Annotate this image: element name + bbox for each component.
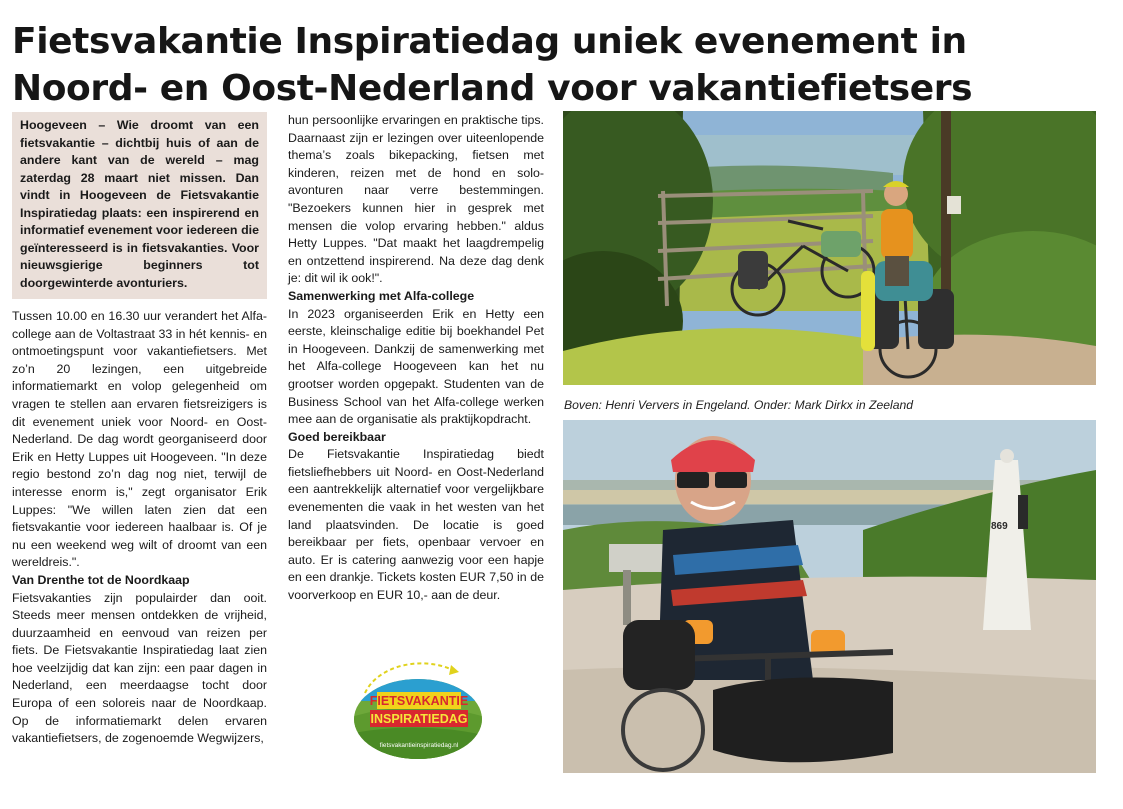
photo-caption: Boven: Henri Ververs in Engeland. Onder: Mark Dirkx in Zeeland xyxy=(564,398,914,412)
intro-text: Hoogeveen – Wie droomt van een fietsvakantie – dichtbij huis of aan de andere kant van de wereld – mag zaterdag 28 maart niet missen. Dan vindt in Hoogeveen de Fietsvakantie Inspiratiedag plaats: een inspirerend en informatief evenement voor iedereen die geïnteresseerd is in fietsvakanties. Voor nieuwsgierige beginners tot doorgewinterde avonturiers. xyxy=(20,118,259,290)
photo-cyclist-england xyxy=(563,111,1096,385)
logo-url: fietsvakantieinspiratiedag.nl xyxy=(379,742,459,749)
body-paragraph-1: Tussen 10.00 en 16.30 uur verandert het Alfa-college aan de Voltastraat 33 in hét kennis- en ontmoetingspunt voor vakantiefietsers. Met zo’n 20 lezingen, een uitgebreide informatiemarkt en volop gelegenheid om vragen te stellen aan ervaren fietsreizigers is dit evenement uniek voor Noord- en Oost-Nederland. De dag wordt georganiseerd door Erik en Hetty Luppes uit Hoogeveen. "In deze regio bestond zo’n dag nog niet, terwijl de interesse enorm is," zegt organisator Erik Luppes: "We willen laten zien dat een fietsvakantie voor iedereen haalbaar is. Of je nu een weekend weg wilt of droomt van een wereldreis.". xyxy=(12,309,267,570)
event-logo xyxy=(343,657,493,763)
logo-line-2: INSPIRATIEDAG xyxy=(370,712,468,726)
marker-number: 869 xyxy=(991,521,1008,532)
intro-box xyxy=(12,112,267,299)
photo-cyclist-zeeland xyxy=(563,420,1096,773)
body-paragraph-3: hun persoonlijke ervaringen en praktische tips. Daarnaast zijn er lezingen over uiteenlopende thema’s zoals bikepacking, fietsen met kinderen, reizen met de hond en solo-avonturen naar verre bestemmingen. "Bezoekers kunnen hier in gesprek met mensen die volop ervaring hebben." aldus Hetty Luppes. "Dat maakt het laagdrempelig en ontzettend inspirerend. Na deze dag denk je: dit wil ik ook!". xyxy=(288,113,544,286)
article-column-1 xyxy=(12,112,267,748)
body-paragraph-4: In 2023 organiseerden Erik en Hetty een eerste, kleinschalige editie bij boekhandel Pet in Hoogeveen. Dankzij de samenwerking met het Alfa-college Hoogeveen kan het nu grootser worden opgepakt. Studenten van de Business School van het Alfa-college werken mee aan de organisatie als praktijkopdracht. xyxy=(288,306,544,427)
subheading-bereikbaar: Goed bereikbaar xyxy=(288,429,386,444)
article-column-2 xyxy=(288,112,544,605)
body-paragraph-5: De Fietsvakantie Inspiratiedag biedt fietsliefhebbers uit Noord- en Oost-Nederland een aantrekkelijk alternatief voor vergelijkbare evenementen die vaak in het westen van het land plaatsvinden. De locatie is goed bereikbaar per fiets, openbaar vervoer en auto. Er is catering aanwezig voor een hapje en een drankje. Tickets kosten EUR 7,50 in de voorverkoop en EUR 10,- aan de deur. xyxy=(288,447,544,603)
body-paragraph-2: Fietsvakanties zijn populairder dan ooit. Steeds meer mensen ontdekken de vrijheid, duurzaamheid en eenvoud van reizen per fiets. De Fietsvakantie Inspiratiedag laat zien hoe veelzijdig dat kan zijn: een paar dagen in Nederland, een meerdaagse tocht door Europa of een soloreis naar de Noordkaap. Op de informatiemarkt delen ervaren vakantiefietsers, de zogenoemde Wegwijzers, xyxy=(12,590,267,746)
headline: Fietsvakantie Inspiratiedag uniek evenement in Noord- en Oost-Nederland voor vakantiefietsers xyxy=(12,21,973,109)
subheading-drenthe: Van Drenthe tot de Noordkaap xyxy=(12,572,190,587)
logo-line-1: FIETSVAKANTIE xyxy=(369,694,469,708)
subheading-samenwerking: Samenwerking met Alfa-college xyxy=(288,288,475,303)
